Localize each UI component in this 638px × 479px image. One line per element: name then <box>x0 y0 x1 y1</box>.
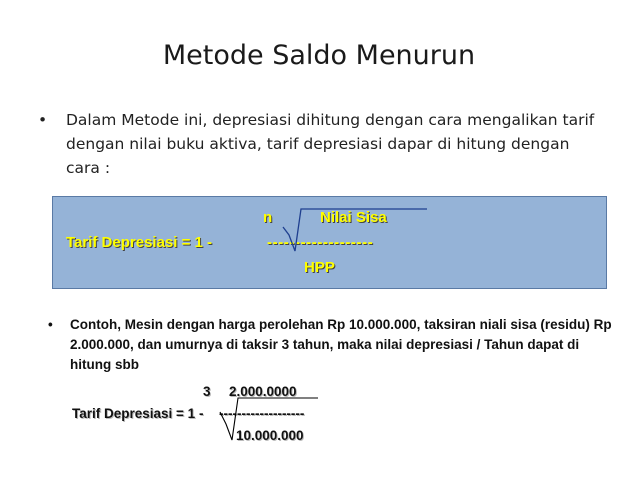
example-text: Contoh, Mesin dengan harga perolehan Rp 10.000.000, taksiran niali sisa (residu) Rp 2.000.000, dan umurnya di taksir 3 tahun, maka nilai depresiasi / Tahun dapat di hitung sbb <box>70 317 612 372</box>
example-left-side: Tarif Depresiasi = 1 - <box>72 406 204 421</box>
formula-fraction-dashes: ------------------- <box>267 234 374 251</box>
example-denominator: 10.000.000 <box>236 428 304 443</box>
formula-root-symbol <box>53 197 608 290</box>
formula-denominator: HPP <box>304 259 335 276</box>
slide-title: Metode Saldo Menurun <box>162 40 476 71</box>
formula-numerator: Nilai Sisa <box>320 209 387 226</box>
formula-left-side: Tarif Depresiasi = 1 - <box>66 234 213 251</box>
bullet-icon: • <box>38 111 48 129</box>
intro-bullet <box>38 108 598 180</box>
example-bullet <box>48 315 618 375</box>
example-fraction-dashes: ------------------- <box>219 406 305 421</box>
formula-box <box>52 196 607 289</box>
example-n: 3 <box>203 384 211 399</box>
intro-text: Dalam Metode ini, depresiasi dihitung dengan cara mengalikan tarif dengan nilai buku aktiva, tarif depresiasi dapar di hitung dengan cara : <box>66 111 595 177</box>
bullet-icon: • <box>48 317 53 332</box>
example-numerator: 2.000.0000 <box>229 384 297 399</box>
formula-n: n <box>263 209 273 226</box>
